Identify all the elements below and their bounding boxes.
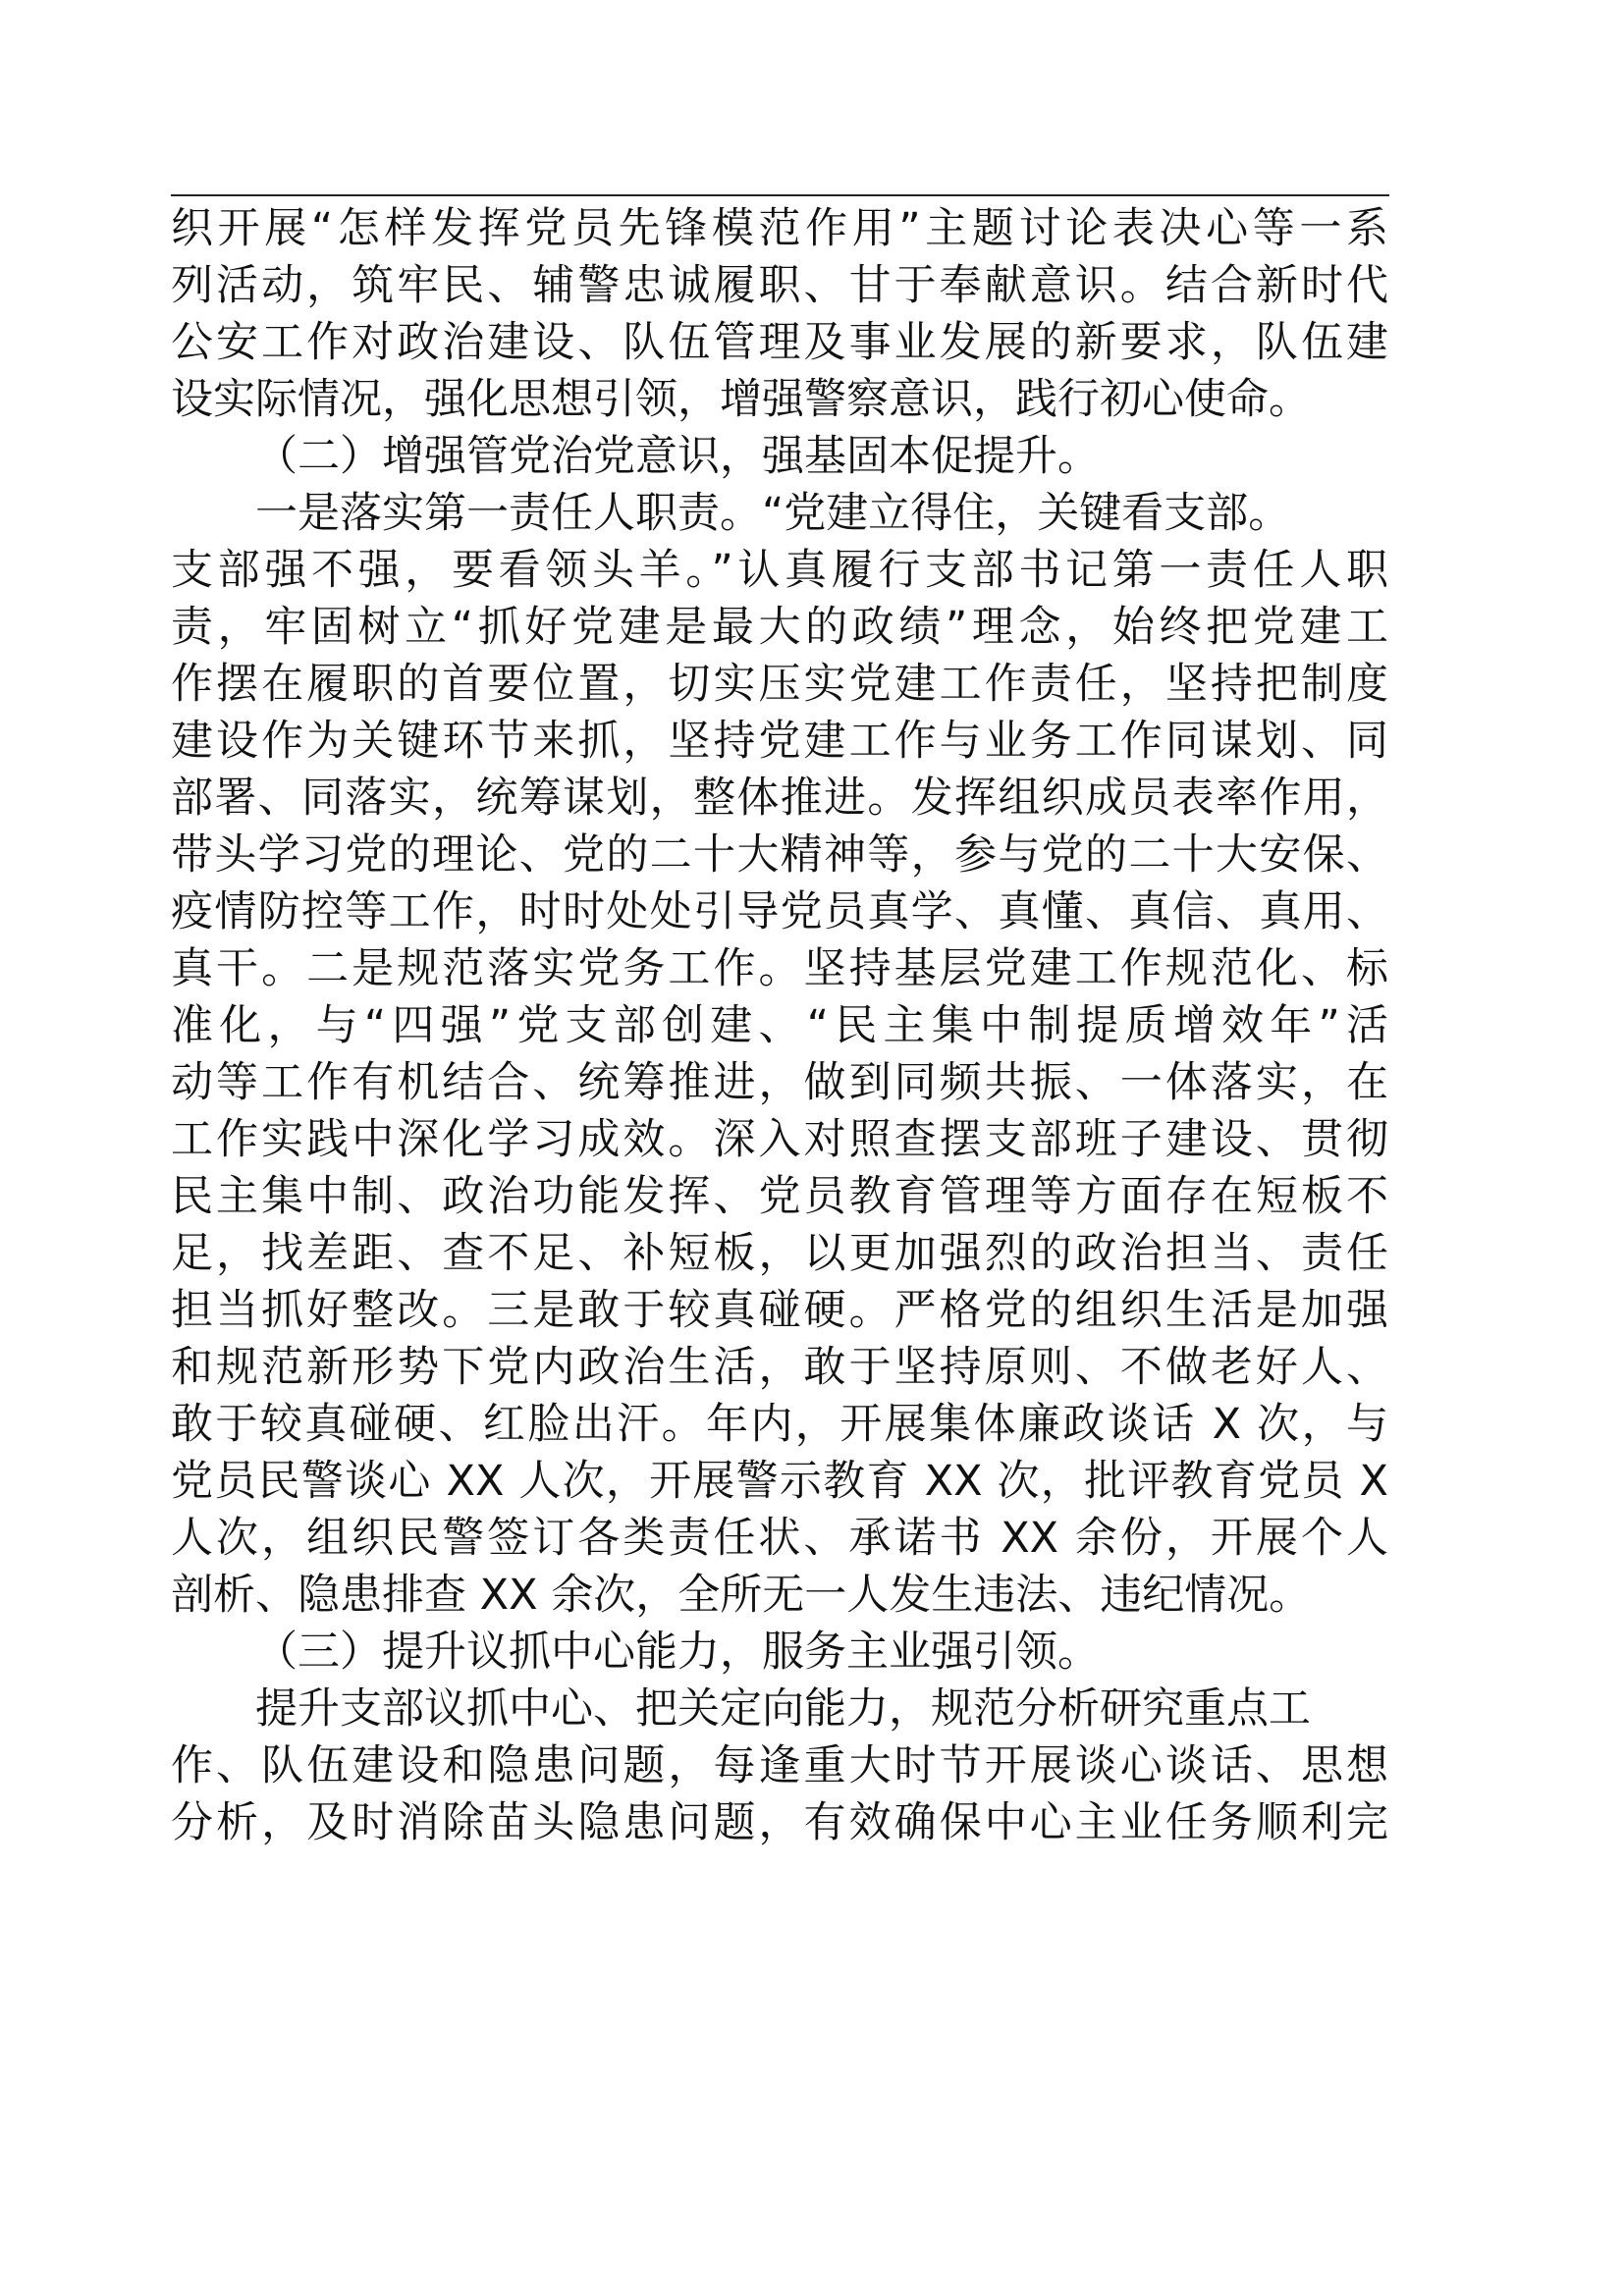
- text-line: 作、队伍建设和隐患问题，每逢重大时节开展谈心谈话、思想: [171, 1741, 1388, 1790]
- text-line: 疫情防控等工作，时时处处引导党员真学、真懂、真信、真用、: [171, 887, 1388, 936]
- text-line: 动等工作有机结合、统筹推进，做到同频共振、一体落实，在: [171, 1058, 1388, 1107]
- header-rule: [171, 194, 1389, 196]
- text-line: 设实际情况，强化思想引领，增强警察意识，践行初心使命。: [171, 375, 1311, 424]
- text-line: 和规范新形势下党内政治生活，敢于坚持原则、不做老好人、: [171, 1343, 1388, 1392]
- text-line: 人次，组织民警签订各类责任状、承诺书 XX 余份，开展个人: [171, 1514, 1388, 1563]
- text-line: 工作实践中深化学习成效。深入对照查摆支部班子建设、贯彻: [171, 1115, 1388, 1164]
- text-line: 分析，及时消除苗头隐患问题，有效确保中心主业任务顺利完: [171, 1798, 1388, 1847]
- text-line: 责，牢固树立“抓好党建是最大的政绩”理念，始终把党建工: [171, 603, 1388, 652]
- text-line: 带头学习党的理论、党的二十大精神等，参与党的二十大安保、: [171, 830, 1388, 880]
- paragraph-first-line: 提升支部议抓中心、把关定向能力，规范分析研究重点工: [255, 1684, 1311, 1734]
- text-line: 担当抓好整改。三是敢于较真碰硬。严格党的组织生活是加强: [171, 1286, 1388, 1335]
- text-line: 部署、同落实，统筹谋划，整体推进。发挥组织成员表率作用，: [171, 774, 1388, 823]
- text-line: 足，找差距、查不足、补短板，以更加强烈的政治担当、责任: [171, 1229, 1388, 1278]
- section-heading: （二）增强管党治党意识，强基固本促提升。: [255, 432, 1100, 481]
- text-line: 支部强不强，要看领头羊。”认真履行支部书记第一责任人职: [171, 546, 1388, 595]
- text-line: 列活动，筑牢民、辅警忠诚履职、甘于奉献意识。结合新时代: [171, 261, 1388, 310]
- document-body: [171, 200, 1388, 1851]
- text-line: 敢于较真碰硬、红脸出汗。年内，开展集体廉政谈话 X 次，与: [171, 1400, 1388, 1449]
- text-line: 剖析、隐患排查 XX 余次，全所无一人发生违法、违纪情况。: [171, 1571, 1312, 1620]
- text-line: 党员民警谈心 XX 人次，开展警示教育 XX 次，批评教育党员 X: [171, 1457, 1388, 1506]
- paragraph-first-line: 一是落实第一责任人职责。“党建立得住，关键看支部。: [255, 489, 1291, 538]
- section-heading: （三）提升议抓中心能力，服务主业强引领。: [255, 1628, 1100, 1677]
- text-line: 织开展“怎样发挥党员先锋模范作用”主题讨论表决心等一系: [171, 204, 1388, 253]
- text-line: 准化，与“四强”党支部创建、“民主集中制提质增效年”活: [171, 1001, 1388, 1050]
- text-line: 建设作为关键环节来抓，坚持党建工作与业务工作同谋划、同: [171, 717, 1388, 766]
- text-line: 公安工作对政治建设、队伍管理及事业发展的新要求，队伍建: [171, 318, 1388, 367]
- text-line: 作摆在履职的首要位置，切实压实党建工作责任，坚持把制度: [171, 660, 1388, 709]
- text-line: 民主集中制、政治功能发挥、党员教育管理等方面存在短板不: [171, 1172, 1388, 1221]
- text-line: 真干。二是规范落实党务工作。坚持基层党建工作规范化、标: [171, 944, 1388, 993]
